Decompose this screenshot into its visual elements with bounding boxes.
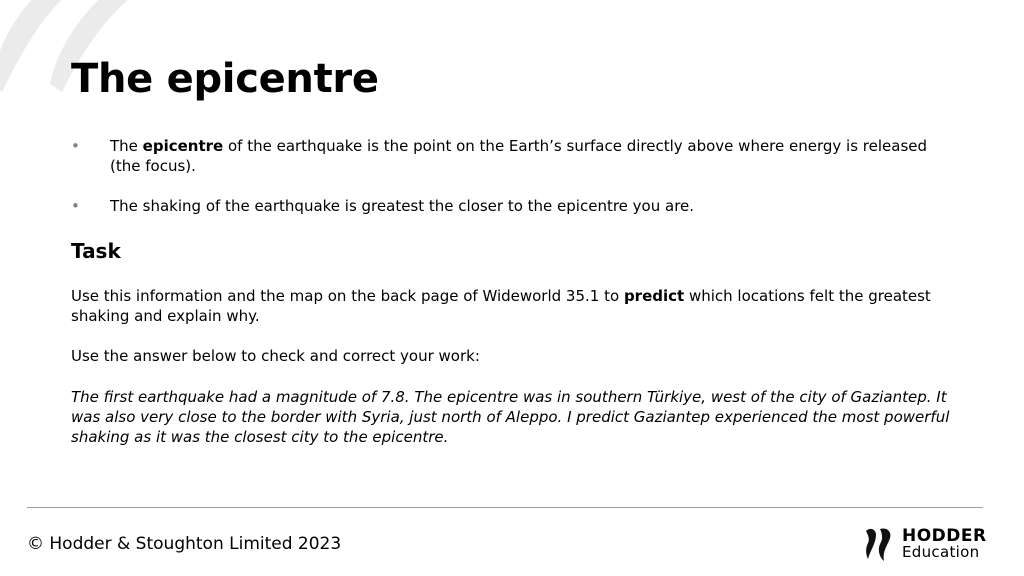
bullet-icon: • — [71, 137, 80, 155]
bullet-list — [71, 136, 951, 216]
task-bold-term: predict — [623, 287, 685, 305]
bullet-text: of the earthquake is the point on the Earth’s surface directly above where energy is released (the focus). — [110, 137, 928, 175]
bullet-text: The — [110, 137, 143, 155]
bullet-bold-term: epicentre — [142, 137, 224, 155]
bullet-item — [71, 196, 951, 216]
logo-wordmark — [902, 528, 987, 560]
answer-text: The first earthquake had a magnitude of 7.8. The epicentre was in southern Türkiye, west of the city of Gaziantep. It was also very close to the border with Syria, just north of Aleppo. I predict Gaziantep experienced the most powerful shaking as it was the closest city to the epicentre. — [71, 388, 950, 446]
footer-divider — [27, 507, 983, 508]
copyright-text: © Hodder & Stoughton Limited 2023 — [27, 534, 342, 554]
task-text: Use this information and the map on the back page of Wideworld 35.1 to — [71, 287, 624, 305]
logo-line-2: Education — [902, 543, 980, 561]
bullet-icon: • — [71, 197, 80, 215]
bullet-item — [71, 136, 951, 176]
logo-line-1: HODDER — [902, 526, 987, 546]
task-text: which locations felt the greatest shaking and explain why. — [71, 287, 931, 325]
task-instructions — [71, 286, 976, 326]
hodder-logo-icon — [862, 525, 900, 563]
hodder-logo — [862, 525, 987, 563]
task-heading: Task — [71, 239, 121, 263]
page-title: The epicentre — [71, 56, 379, 102]
check-instructions: Use the answer below to check and correct your work: — [71, 347, 480, 365]
bullet-text: The shaking of the earthquake is greatest the closer to the epicentre you are. — [110, 197, 695, 215]
